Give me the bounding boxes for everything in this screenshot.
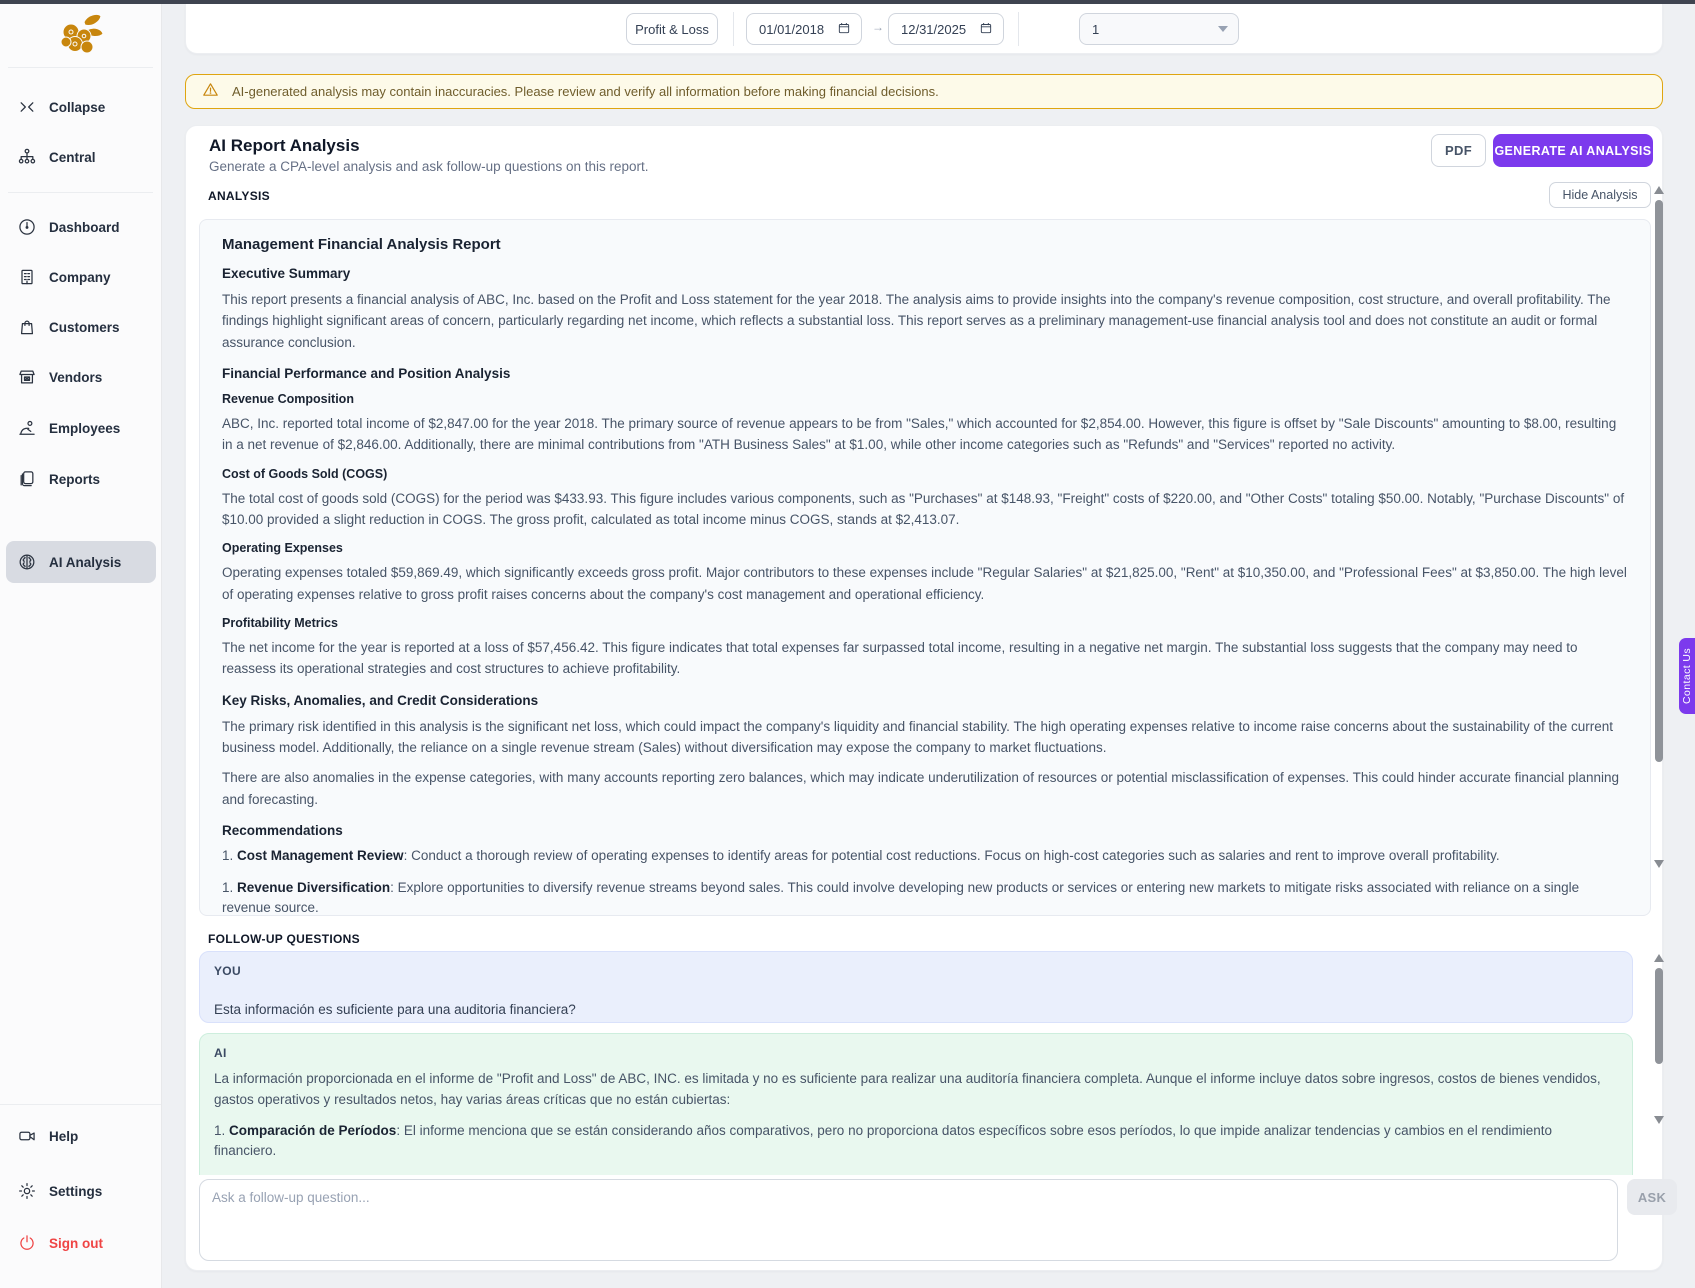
scroll-down-arrow[interactable] [1654, 860, 1664, 868]
list-item [214, 1121, 1618, 1162]
building-icon [17, 267, 37, 287]
paragraph: The total cost of goods sold (COGS) for the period was $433.93. This figure includes various components, such as "Purchases" at $148.93, "Freight" costs of $220.00, and "Other Costs" totaling $50.00. Notably, "Purchase Discounts" of $10.00 provided a slight reduction in COGS. The gross profit, calculated as total income minus COGS, stands at $2,413.07. [222, 490, 1625, 527]
person-desk-icon [17, 418, 37, 438]
list-number: 1. [214, 1122, 230, 1138]
list-item-text: : El informe menciona que se están considerando años comparativos, pero no proporciona datos específicos sobre esos períodos, lo que impide analizar tendencias y cambios en el rendimiento financiero. [214, 1122, 1552, 1158]
ai-disclaimer-banner [185, 74, 1663, 109]
ai-message-text [214, 1068, 1618, 1175]
list-item-label: Comparación de Períodos [229, 1122, 397, 1138]
toolbar-divider [1018, 12, 1019, 46]
list-item-label [229, 1174, 380, 1175]
paragraph: The net income for the year is reported at a loss of $57,456.42. This figure indicates that total expenses far surpassed total income, resulting in a negative net margin. The substantial loss suggests that the company may need to reassess its operational strategies and cost structures to achieve profitability. [222, 639, 1578, 677]
scroll-up-arrow[interactable] [1654, 186, 1664, 194]
analysis-scrollbar[interactable] [1654, 186, 1664, 868]
heading: Financial Performance and Position Analysis [222, 365, 511, 381]
analysis-report-panel [199, 219, 1651, 916]
date-range-arrow: → [872, 20, 884, 34]
sidebar-item-label: Dashboard [49, 219, 120, 235]
sidebar-item-label: Company [49, 269, 111, 285]
toolbar-divider [733, 12, 734, 46]
analysis-report-content [222, 236, 1628, 916]
ask-button[interactable]: ASK [1627, 1179, 1677, 1215]
sidebar-item-vendors[interactable] [6, 358, 156, 396]
list-number [214, 1174, 229, 1175]
sidebar-item-ai-analysis[interactable] [6, 541, 156, 583]
scroll-up-arrow[interactable] [1654, 954, 1664, 962]
columns-select-value: 1 [1092, 21, 1100, 37]
paragraph: Operating expenses totaled $59,869.49, which significantly exceeds gross profit. Major contributors to these expenses include "Regular Salaries" at $21,825.00, "Rent" at $10,350.00, and "Professional Fees" at $3,850.00. The high level of operating expenses relative to gross profit raises concerns about the company's cost management and operational efficiency. [222, 565, 1627, 602]
sidebar-item-label: Customers [49, 319, 120, 335]
heading: Management Financial Analysis Report [222, 236, 501, 253]
paragraph: ABC, Inc. reported total income of $2,847.00 for the year 2018. The primary source of revenue appears to be from "Sales," which accounted for $2,854.00. However, this figure is offset by "Sale Discounts" amounting to $8.00, resulting in a net revenue of $2,846.00. Additionally, there are minimal contributions from "ATH Business Sales" at $1.00, while other income categories such as "Refunds" and "Services" reported no activity. [222, 415, 1617, 453]
app-logo [54, 10, 106, 65]
page-subtitle: Generate a CPA-level analysis and ask follow-up questions on this report. [209, 159, 649, 174]
storefront-icon [17, 367, 37, 387]
sidebar-item-employees[interactable] [6, 409, 156, 447]
heading: Key Risks, Anomalies, and Credit Considerations [222, 692, 539, 708]
calendar-icon [979, 21, 993, 38]
list-item-text [380, 1174, 1431, 1175]
sidebar-item-label: Settings [49, 1183, 103, 1199]
warning-triangle-icon [202, 81, 219, 103]
sidebar-divider [8, 67, 153, 68]
date-from-value: 01/01/2018 [759, 21, 825, 37]
list-item-label: Cost Management Review [237, 847, 404, 863]
heading: Operating Expenses [222, 541, 343, 556]
date-from-input[interactable] [746, 13, 862, 45]
sidebar-item-dashboard[interactable] [6, 208, 156, 246]
heading: Executive Summary [222, 266, 351, 281]
sidebar-item-reports[interactable] [6, 460, 156, 498]
heading: Revenue Composition [222, 391, 354, 406]
sidebar-item-label: Collapse [49, 99, 106, 115]
sidebar-item-label: Central [49, 149, 96, 165]
sidebar-item-label: Vendors [49, 369, 103, 385]
banner-text: AI-generated analysis may contain inaccuracies. Please review and verify all information before making financial decisions. [232, 84, 939, 99]
scroll-down-arrow[interactable] [1654, 1116, 1664, 1124]
brain-icon [17, 552, 37, 572]
ai-message-card [199, 1033, 1633, 1175]
list-item [214, 1172, 1618, 1175]
paragraph: This report presents a financial analysis of ABC, Inc. based on the Profit and Loss statement for the year 2018. The analysis aims to provide insights into the company's revenue composition, cost structure, and overall profitability. The findings highlight significant areas of concern, particularly regarding net income, which reflects a substantial loss. This report serves as a preliminary management-use financial analysis tool and does not constitute an audit or formal assurance conclusion. [222, 292, 1611, 350]
followup-section-label: FOLLOW-UP QUESTIONS [208, 932, 360, 946]
documents-icon [17, 469, 37, 489]
shopping-bag-icon [17, 317, 37, 337]
page-title: AI Report Analysis [209, 136, 360, 155]
heading: Cost of Goods Sold (COGS) [222, 466, 388, 481]
scrollbar-thumb[interactable] [1655, 968, 1663, 1064]
sidebar-item-label: Help [49, 1128, 79, 1144]
sidebar-item-label: AI Analysis [49, 554, 122, 570]
user-message-text: Esta información es suficiente para una auditoria financiera? [214, 1002, 576, 1017]
paragraph: The primary risk identified in this analysis is the significant net loss, which could impact the company's liquidity and financial stability. The high operating expenses relative to income raise concerns about the sustainability of the current business model. Additionally, the reliance on a single revenue stream (Sales) without diversification may expose the company to market fluctuations. [222, 718, 1614, 755]
generate-ai-analysis-button[interactable]: GENERATE AI ANALYSIS [1493, 134, 1653, 167]
list-number: 1. [222, 880, 238, 896]
list-number: 1. [222, 847, 238, 863]
sidebar-item-central[interactable] [6, 138, 156, 176]
list-item-label: Revenue Diversification [237, 880, 391, 896]
scrollbar-thumb[interactable] [1655, 200, 1663, 762]
calendar-icon [837, 21, 851, 38]
ai-message-author: AI [214, 1046, 227, 1060]
gauge-icon [17, 217, 37, 237]
sidebar-item-label: Employees [49, 420, 121, 436]
chevron-down-icon [1218, 26, 1228, 32]
paragraph: La información proporcionada en el informe de "Profit and Loss" de ABC, INC. es limitada y no es suficiente para realizar una auditoría financiera completa. Aunque el informe incluye datos sobre ingresos, costos de bienes vendidos, gastos operativos y resultados netos, hay varias áreas críticas que no están cubiertas: [214, 1071, 1601, 1108]
chat-scrollbar[interactable] [1654, 954, 1664, 1124]
heading: Profitability Metrics [222, 615, 338, 630]
list-item [222, 846, 1628, 866]
contact-us-tab[interactable] [1679, 638, 1695, 714]
power-icon [17, 1233, 37, 1253]
sidebar-item-sign-out[interactable] [6, 1224, 156, 1262]
sidebar-item-company[interactable] [6, 258, 156, 296]
sidebar-divider [8, 192, 153, 193]
pdf-button[interactable]: PDF [1431, 134, 1486, 167]
collapse-icon [17, 97, 37, 117]
sidebar-item-label: Reports [49, 471, 101, 487]
sidebar-item-help[interactable] [6, 1117, 156, 1155]
list-item-text: : Conduct a thorough review of operating expenses to identify areas for potential cost reductions. Focus on high-cost categories such as salaries and rent to improve overall profitability. [403, 847, 1500, 863]
sidebar-divider [0, 1104, 161, 1105]
contact-us-label: Contact Us [1681, 648, 1693, 704]
sidebar [0, 4, 162, 1288]
report-toolbar [185, 4, 1663, 54]
report-type-button[interactable]: Profit & Loss [626, 13, 718, 45]
followup-question-input[interactable] [199, 1179, 1618, 1261]
heading: Recommendations [222, 822, 343, 838]
paragraph: There are also anomalies in the expense categories, with many accounts reporting zero balances, which may indicate underutilization of resources or potential misclassification of expenses. This could hinder accurate financial planning and forecasting. [222, 770, 1620, 807]
date-to-input[interactable] [888, 13, 1004, 45]
hide-analysis-button[interactable]: Hide Analysis [1549, 182, 1651, 208]
user-message-card [199, 951, 1633, 1023]
user-message-author: YOU [214, 964, 241, 978]
columns-select[interactable] [1079, 13, 1239, 45]
list-item-text: : Explore opportunities to diversify revenue streams beyond sales. This could involve developing new products or services or entering new markets to mitigate risks associated with reliance on a single revenue source. [222, 880, 1580, 916]
hierarchy-icon [17, 147, 37, 167]
sidebar-item-label: Sign out [49, 1235, 103, 1251]
sidebar-item-customers[interactable] [6, 308, 156, 346]
gear-icon [17, 1181, 37, 1201]
date-to-value: 12/31/2025 [901, 21, 967, 37]
followup-chat-panel [199, 951, 1651, 1175]
ai-report-analysis-card [185, 125, 1667, 1271]
sidebar-item-settings[interactable] [6, 1172, 156, 1210]
video-camera-icon [17, 1126, 37, 1146]
sidebar-item-collapse[interactable] [6, 88, 156, 126]
list-item [222, 878, 1628, 916]
analysis-section-label: ANALYSIS [208, 189, 270, 203]
